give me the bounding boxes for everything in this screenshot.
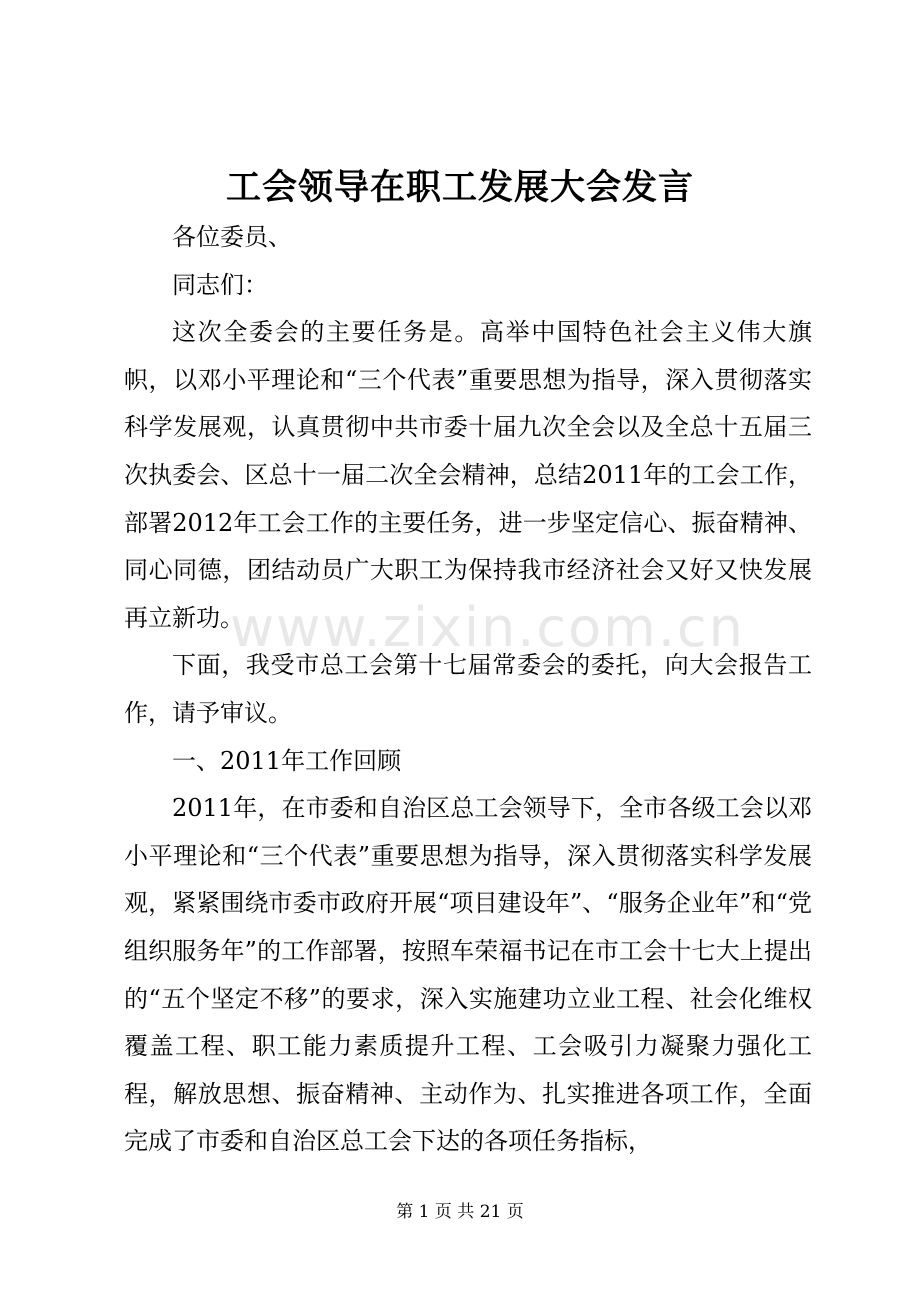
document-title: 工会领导在职工发展大会发言	[225, 167, 694, 208]
page-footer: 第 1 页 共 21 页	[396, 1202, 524, 1222]
salutation-line-2: 同志们：	[172, 270, 268, 299]
watermark: www.zixin.com.cn	[230, 596, 745, 659]
paragraph-review: 2011年，在市委和自治区总工会领导下，全市各级工会以邓小平理论和“三个代表”重要思想为指导，深入贯彻落实科学发展观，紧紧围绕市委市政府开展“项目建设年”、“服务企业年”和“党组织服务年”的工作部署，按照车荣福书记在市工会十七大上提出的“五个坚定不移”的要求，深入实施建功立业工程、社会化维权覆盖工程、职工能力素质提升工程、工会吸引力凝聚力强化工程，解放思想、振奋精神、主动作为、扎实推进各项工作，全面完成了市委和自治区总工会下达的各项任务指标，	[124, 794, 812, 1156]
section-heading: 一、2011年工作回顾	[172, 746, 402, 775]
paragraph-report: 下面，我受市总工会第十七届常委会的委托，向大会报告工作，请予审议。	[124, 651, 812, 727]
salutation-line-1: 各位委员、	[172, 223, 292, 251]
paragraph-intro: 这次全委会的主要任务是。高举中国特色社会主义伟大旗帜，以邓小平理论和“三个代表”重要思想为指导，深入贯彻落实科学发展观，认真贯彻中共市委十届九次全会以及全总十五届三次执委会、区总十一届二次全会精神，总结2011年的工会工作，部署2012年工会工作的主要任务，进一步坚定信心、振奋精神、同心同德，团结动员广大职工为保持我市经济社会又好又快发展再立新功。	[124, 318, 812, 632]
document-body	[124, 214, 812, 1166]
